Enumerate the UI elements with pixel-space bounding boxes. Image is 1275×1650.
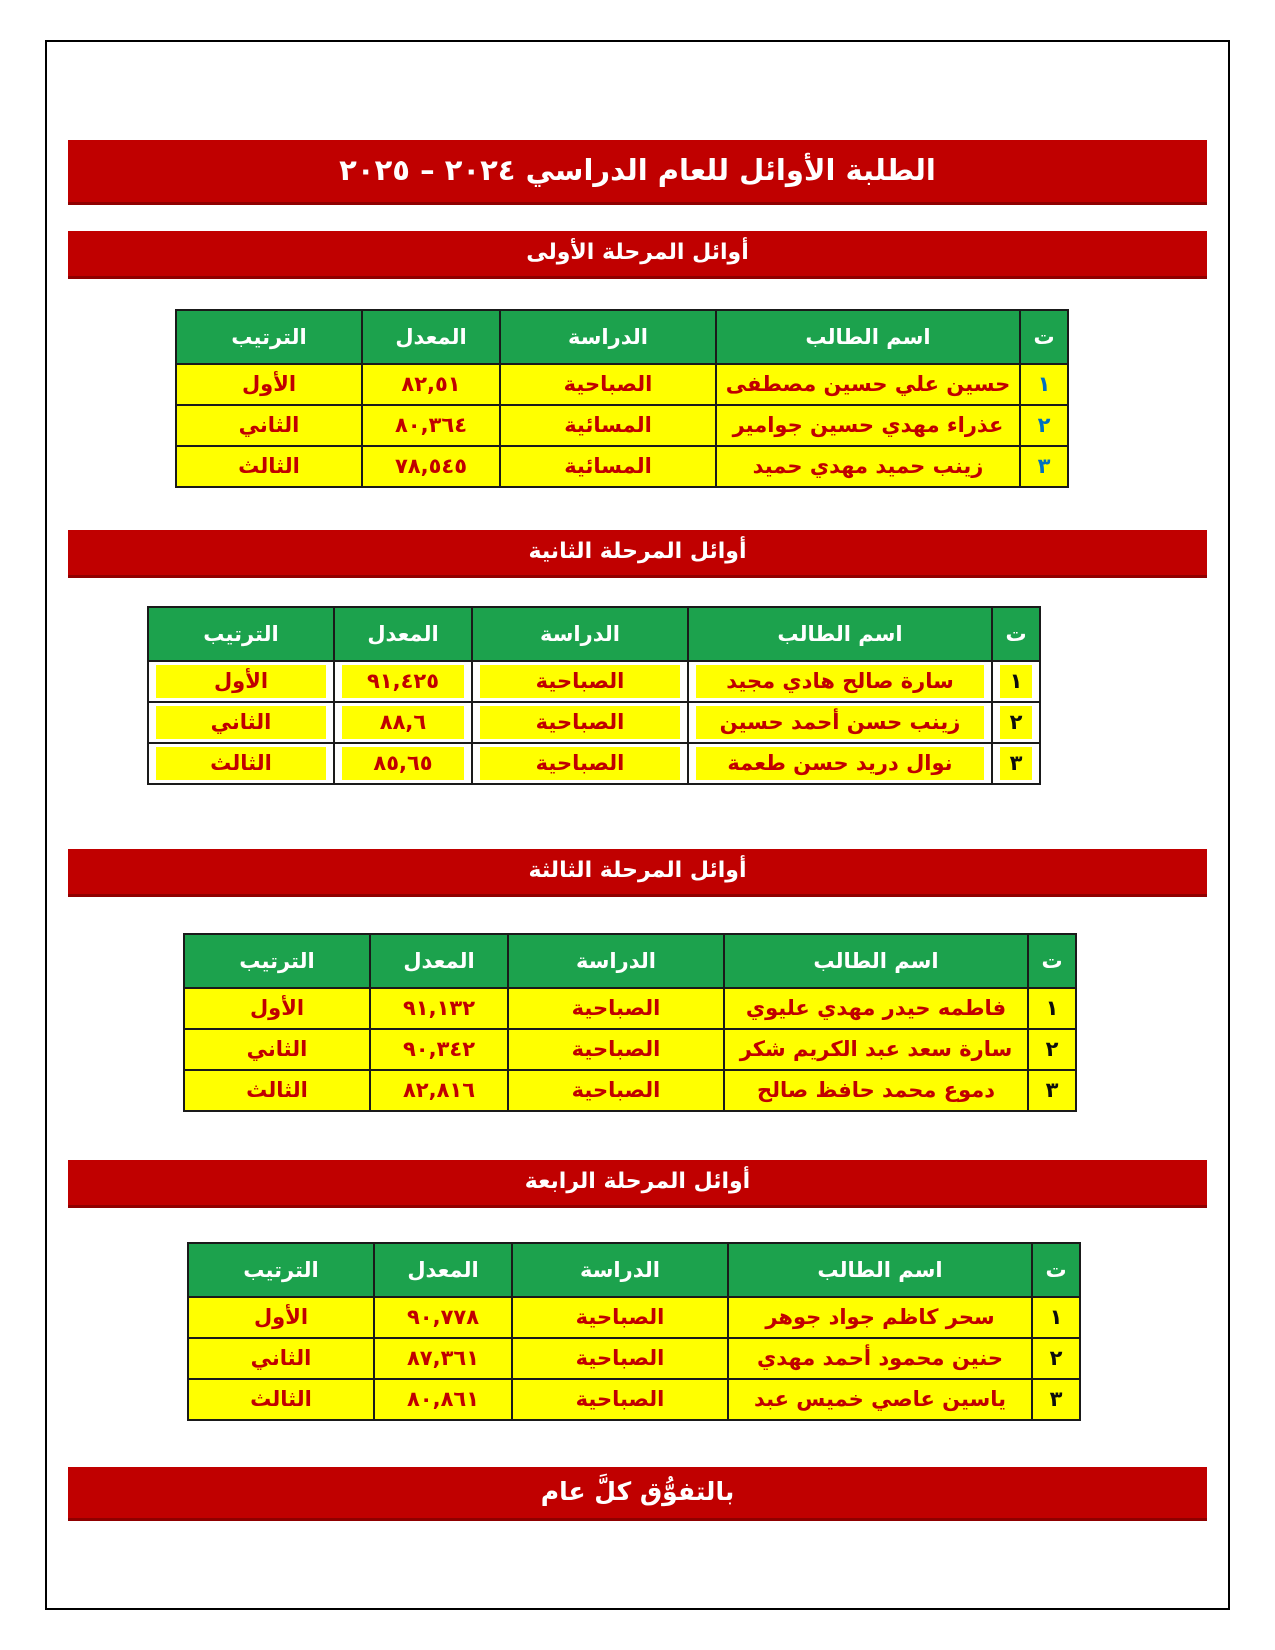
cell-rank-text: الثاني bbox=[246, 1037, 308, 1061]
cell-name-text: نوال دريد حسن طعمة bbox=[696, 747, 984, 780]
table-row bbox=[148, 661, 1040, 702]
cell-study bbox=[512, 1338, 728, 1379]
cell-average-text: ٩٠,٧٧٨ bbox=[406, 1305, 480, 1329]
col-rank-header: الترتيب bbox=[184, 934, 370, 988]
cell-rank bbox=[188, 1379, 374, 1420]
table-row bbox=[184, 1070, 1076, 1111]
cell-serial bbox=[1020, 405, 1068, 446]
stage1-table bbox=[175, 309, 1069, 488]
cell-serial-text: ٢ bbox=[1049, 1346, 1063, 1370]
stage2-table-header bbox=[148, 607, 1040, 661]
cell-serial bbox=[992, 702, 1040, 743]
cell-name-text: حنين محمود أحمد مهدي bbox=[756, 1346, 1004, 1370]
cell-study bbox=[500, 405, 716, 446]
cell-serial bbox=[1032, 1297, 1080, 1338]
cell-rank bbox=[188, 1338, 374, 1379]
cell-study bbox=[512, 1297, 728, 1338]
cell-study bbox=[508, 1070, 724, 1111]
cell-rank bbox=[176, 405, 362, 446]
cell-rank bbox=[148, 743, 334, 784]
table-row bbox=[148, 702, 1040, 743]
col-name-header: اسم الطالب bbox=[688, 607, 992, 661]
cell-name bbox=[688, 743, 992, 784]
stage4-table bbox=[187, 1242, 1081, 1421]
cell-name bbox=[728, 1338, 1032, 1379]
cell-rank-text: الثاني bbox=[156, 706, 326, 739]
cell-rank-text: الأول bbox=[156, 665, 326, 698]
cell-serial-text: ٢ bbox=[1045, 1037, 1059, 1061]
col-average-header: المعدل bbox=[374, 1243, 512, 1297]
cell-study bbox=[472, 702, 688, 743]
cell-name-text: سارة صالح هادي مجيد bbox=[696, 665, 984, 698]
cell-rank bbox=[184, 988, 370, 1029]
cell-average bbox=[362, 364, 500, 405]
col-serial-header: ت bbox=[992, 607, 1040, 661]
cell-serial bbox=[992, 743, 1040, 784]
col-rank-header: الترتيب bbox=[176, 310, 362, 364]
table-row bbox=[176, 364, 1068, 405]
cell-average bbox=[334, 702, 472, 743]
cell-rank-text: الأول bbox=[249, 996, 305, 1020]
table-row bbox=[188, 1338, 1080, 1379]
stage4-table-body bbox=[188, 1297, 1080, 1420]
cell-study bbox=[500, 364, 716, 405]
cell-rank-text: الثالث bbox=[156, 747, 326, 780]
cell-average-text: ٩١,١٣٢ bbox=[402, 996, 476, 1020]
cell-study bbox=[508, 988, 724, 1029]
cell-study-text: الصباحية bbox=[563, 372, 653, 396]
col-name-header: اسم الطالب bbox=[728, 1243, 1032, 1297]
cell-rank bbox=[176, 446, 362, 487]
cell-serial-text: ٣ bbox=[1037, 454, 1051, 478]
cell-name-text: سحر كاظم جواد جوهر bbox=[765, 1305, 995, 1329]
cell-serial bbox=[1020, 364, 1068, 405]
stage3-table bbox=[183, 933, 1077, 1112]
cell-rank-text: الثالث bbox=[246, 1078, 308, 1102]
cell-name-text: عذراء مهدي حسين جوامير bbox=[732, 413, 1004, 437]
cell-study-text: الصباحية bbox=[571, 1078, 661, 1102]
cell-name bbox=[716, 364, 1020, 405]
cell-serial-text: ٢ bbox=[1000, 706, 1032, 739]
cell-serial-text: ١ bbox=[1037, 372, 1051, 396]
table-row bbox=[148, 743, 1040, 784]
cell-average-text: ٨٢,٨١٦ bbox=[402, 1078, 476, 1102]
cell-serial bbox=[992, 661, 1040, 702]
col-study-header: الدراسة bbox=[512, 1243, 728, 1297]
col-rank-header: الترتيب bbox=[188, 1243, 374, 1297]
header-row bbox=[176, 310, 1068, 364]
header-row bbox=[188, 1243, 1080, 1297]
cell-average bbox=[370, 1070, 508, 1111]
cell-serial bbox=[1032, 1379, 1080, 1420]
cell-study bbox=[508, 1029, 724, 1070]
footer-banner: بالتفوُّق كلَّ عام bbox=[68, 1467, 1207, 1521]
stage1-table-header bbox=[176, 310, 1068, 364]
col-serial-header: ت bbox=[1028, 934, 1076, 988]
cell-name-text: سارة سعد عبد الكريم شكر bbox=[739, 1037, 1013, 1061]
cell-name-text: ياسين عاصي خميس عبد bbox=[753, 1387, 1007, 1411]
cell-name bbox=[724, 1070, 1028, 1111]
cell-average bbox=[370, 1029, 508, 1070]
cell-serial bbox=[1028, 988, 1076, 1029]
cell-rank-text: الثاني bbox=[238, 413, 300, 437]
cell-rank bbox=[184, 1070, 370, 1111]
col-average-header: المعدل bbox=[362, 310, 500, 364]
cell-average-text: ٨٥,٦٥ bbox=[342, 747, 464, 780]
stage2-table-body bbox=[148, 661, 1040, 784]
cell-study-text: الصباحية bbox=[571, 996, 661, 1020]
cell-average bbox=[334, 661, 472, 702]
stage4-banner: أوائل المرحلة الرابعة bbox=[68, 1160, 1207, 1208]
cell-average bbox=[362, 446, 500, 487]
cell-study bbox=[512, 1379, 728, 1420]
cell-average-text: ٩٠,٣٤٢ bbox=[402, 1037, 476, 1061]
cell-name bbox=[716, 446, 1020, 487]
cell-study bbox=[500, 446, 716, 487]
cell-rank-text: الأول bbox=[241, 372, 297, 396]
cell-serial-text: ٢ bbox=[1037, 413, 1051, 437]
cell-average bbox=[374, 1297, 512, 1338]
cell-rank-text: الثالث bbox=[238, 454, 300, 478]
col-study-header: الدراسة bbox=[500, 310, 716, 364]
cell-name-text: دموع محمد حافظ صالح bbox=[756, 1078, 996, 1102]
cell-serial bbox=[1032, 1338, 1080, 1379]
table-row bbox=[188, 1297, 1080, 1338]
cell-average bbox=[362, 405, 500, 446]
cell-average bbox=[334, 743, 472, 784]
cell-name bbox=[716, 405, 1020, 446]
cell-average-text: ٨٠,٣٦٤ bbox=[394, 413, 468, 437]
table-row bbox=[176, 446, 1068, 487]
col-average-header: المعدل bbox=[334, 607, 472, 661]
stage1-table-body bbox=[176, 364, 1068, 487]
cell-study bbox=[472, 661, 688, 702]
col-study-header: الدراسة bbox=[472, 607, 688, 661]
header-row bbox=[148, 607, 1040, 661]
cell-rank-text: الثاني bbox=[250, 1346, 312, 1370]
cell-name bbox=[688, 702, 992, 743]
cell-name bbox=[724, 988, 1028, 1029]
cell-serial-text: ١ bbox=[1045, 996, 1059, 1020]
cell-average-text: ٩١,٤٢٥ bbox=[342, 665, 464, 698]
cell-average-text: ٨٧,٣٦١ bbox=[406, 1346, 480, 1370]
header-row bbox=[184, 934, 1076, 988]
cell-average-text: ٨٢,٥١ bbox=[401, 372, 461, 396]
col-rank-header: الترتيب bbox=[148, 607, 334, 661]
cell-rank bbox=[148, 702, 334, 743]
col-average-header: المعدل bbox=[370, 934, 508, 988]
cell-average-text: ٨٨,٦ bbox=[342, 706, 464, 739]
cell-serial-text: ٣ bbox=[1045, 1078, 1059, 1102]
cell-serial-text: ٣ bbox=[1000, 747, 1032, 780]
cell-serial-text: ١ bbox=[1000, 665, 1032, 698]
col-study-header: الدراسة bbox=[508, 934, 724, 988]
cell-study-text: الصباحية bbox=[480, 665, 680, 698]
stage1-banner: أوائل المرحلة الأولى bbox=[68, 231, 1207, 279]
cell-name bbox=[728, 1379, 1032, 1420]
cell-name-text: زينب حميد مهدي حميد bbox=[752, 454, 984, 478]
cell-name-text: حسين علي حسين مصطفى bbox=[725, 372, 1011, 396]
stage3-banner: أوائل المرحلة الثالثة bbox=[68, 849, 1207, 897]
cell-rank bbox=[184, 1029, 370, 1070]
cell-name bbox=[688, 661, 992, 702]
cell-study bbox=[472, 743, 688, 784]
cell-serial bbox=[1020, 446, 1068, 487]
cell-study-text: الصباحية bbox=[571, 1037, 661, 1061]
table-row bbox=[184, 1029, 1076, 1070]
cell-name bbox=[724, 1029, 1028, 1070]
col-serial-header: ت bbox=[1020, 310, 1068, 364]
cell-study-text: الصباحية bbox=[575, 1305, 665, 1329]
stage4-table-header bbox=[188, 1243, 1080, 1297]
page-border-frame bbox=[45, 40, 1230, 1610]
cell-average bbox=[374, 1338, 512, 1379]
stage2-banner: أوائل المرحلة الثانية bbox=[68, 530, 1207, 578]
table-row bbox=[176, 405, 1068, 446]
cell-serial-text: ١ bbox=[1049, 1305, 1063, 1329]
col-name-header: اسم الطالب bbox=[716, 310, 1020, 364]
table-row bbox=[184, 988, 1076, 1029]
cell-rank bbox=[188, 1297, 374, 1338]
cell-rank bbox=[176, 364, 362, 405]
cell-study-text: الصباحية bbox=[480, 747, 680, 780]
col-name-header: اسم الطالب bbox=[724, 934, 1028, 988]
cell-study-text: المسائية bbox=[564, 454, 652, 478]
col-serial-header: ت bbox=[1032, 1243, 1080, 1297]
cell-name bbox=[728, 1297, 1032, 1338]
cell-study-text: المسائية bbox=[564, 413, 652, 437]
cell-name-text: فاطمه حيدر مهدي عليوي bbox=[745, 996, 1007, 1020]
cell-rank-text: الأول bbox=[253, 1305, 309, 1329]
cell-rank-text: الثالث bbox=[250, 1387, 312, 1411]
cell-serial bbox=[1028, 1070, 1076, 1111]
table-row bbox=[188, 1379, 1080, 1420]
cell-rank bbox=[148, 661, 334, 702]
cell-study-text: الصباحية bbox=[480, 706, 680, 739]
cell-average-text: ٧٨,٥٤٥ bbox=[394, 454, 468, 478]
cell-study-text: الصباحية bbox=[575, 1346, 665, 1370]
cell-name-text: زينب حسن أحمد حسين bbox=[696, 706, 984, 739]
stage2-table bbox=[147, 606, 1041, 785]
cell-serial bbox=[1028, 1029, 1076, 1070]
stage3-table-body bbox=[184, 988, 1076, 1111]
cell-average bbox=[370, 988, 508, 1029]
page-title: الطلبة الأوائل للعام الدراسي ٢٠٢٤ – ٢٠٢٥ bbox=[68, 140, 1207, 205]
stage3-table-header bbox=[184, 934, 1076, 988]
cell-study-text: الصباحية bbox=[575, 1387, 665, 1411]
cell-serial-text: ٣ bbox=[1049, 1387, 1063, 1411]
cell-average bbox=[374, 1379, 512, 1420]
cell-average-text: ٨٠,٨٦١ bbox=[406, 1387, 480, 1411]
